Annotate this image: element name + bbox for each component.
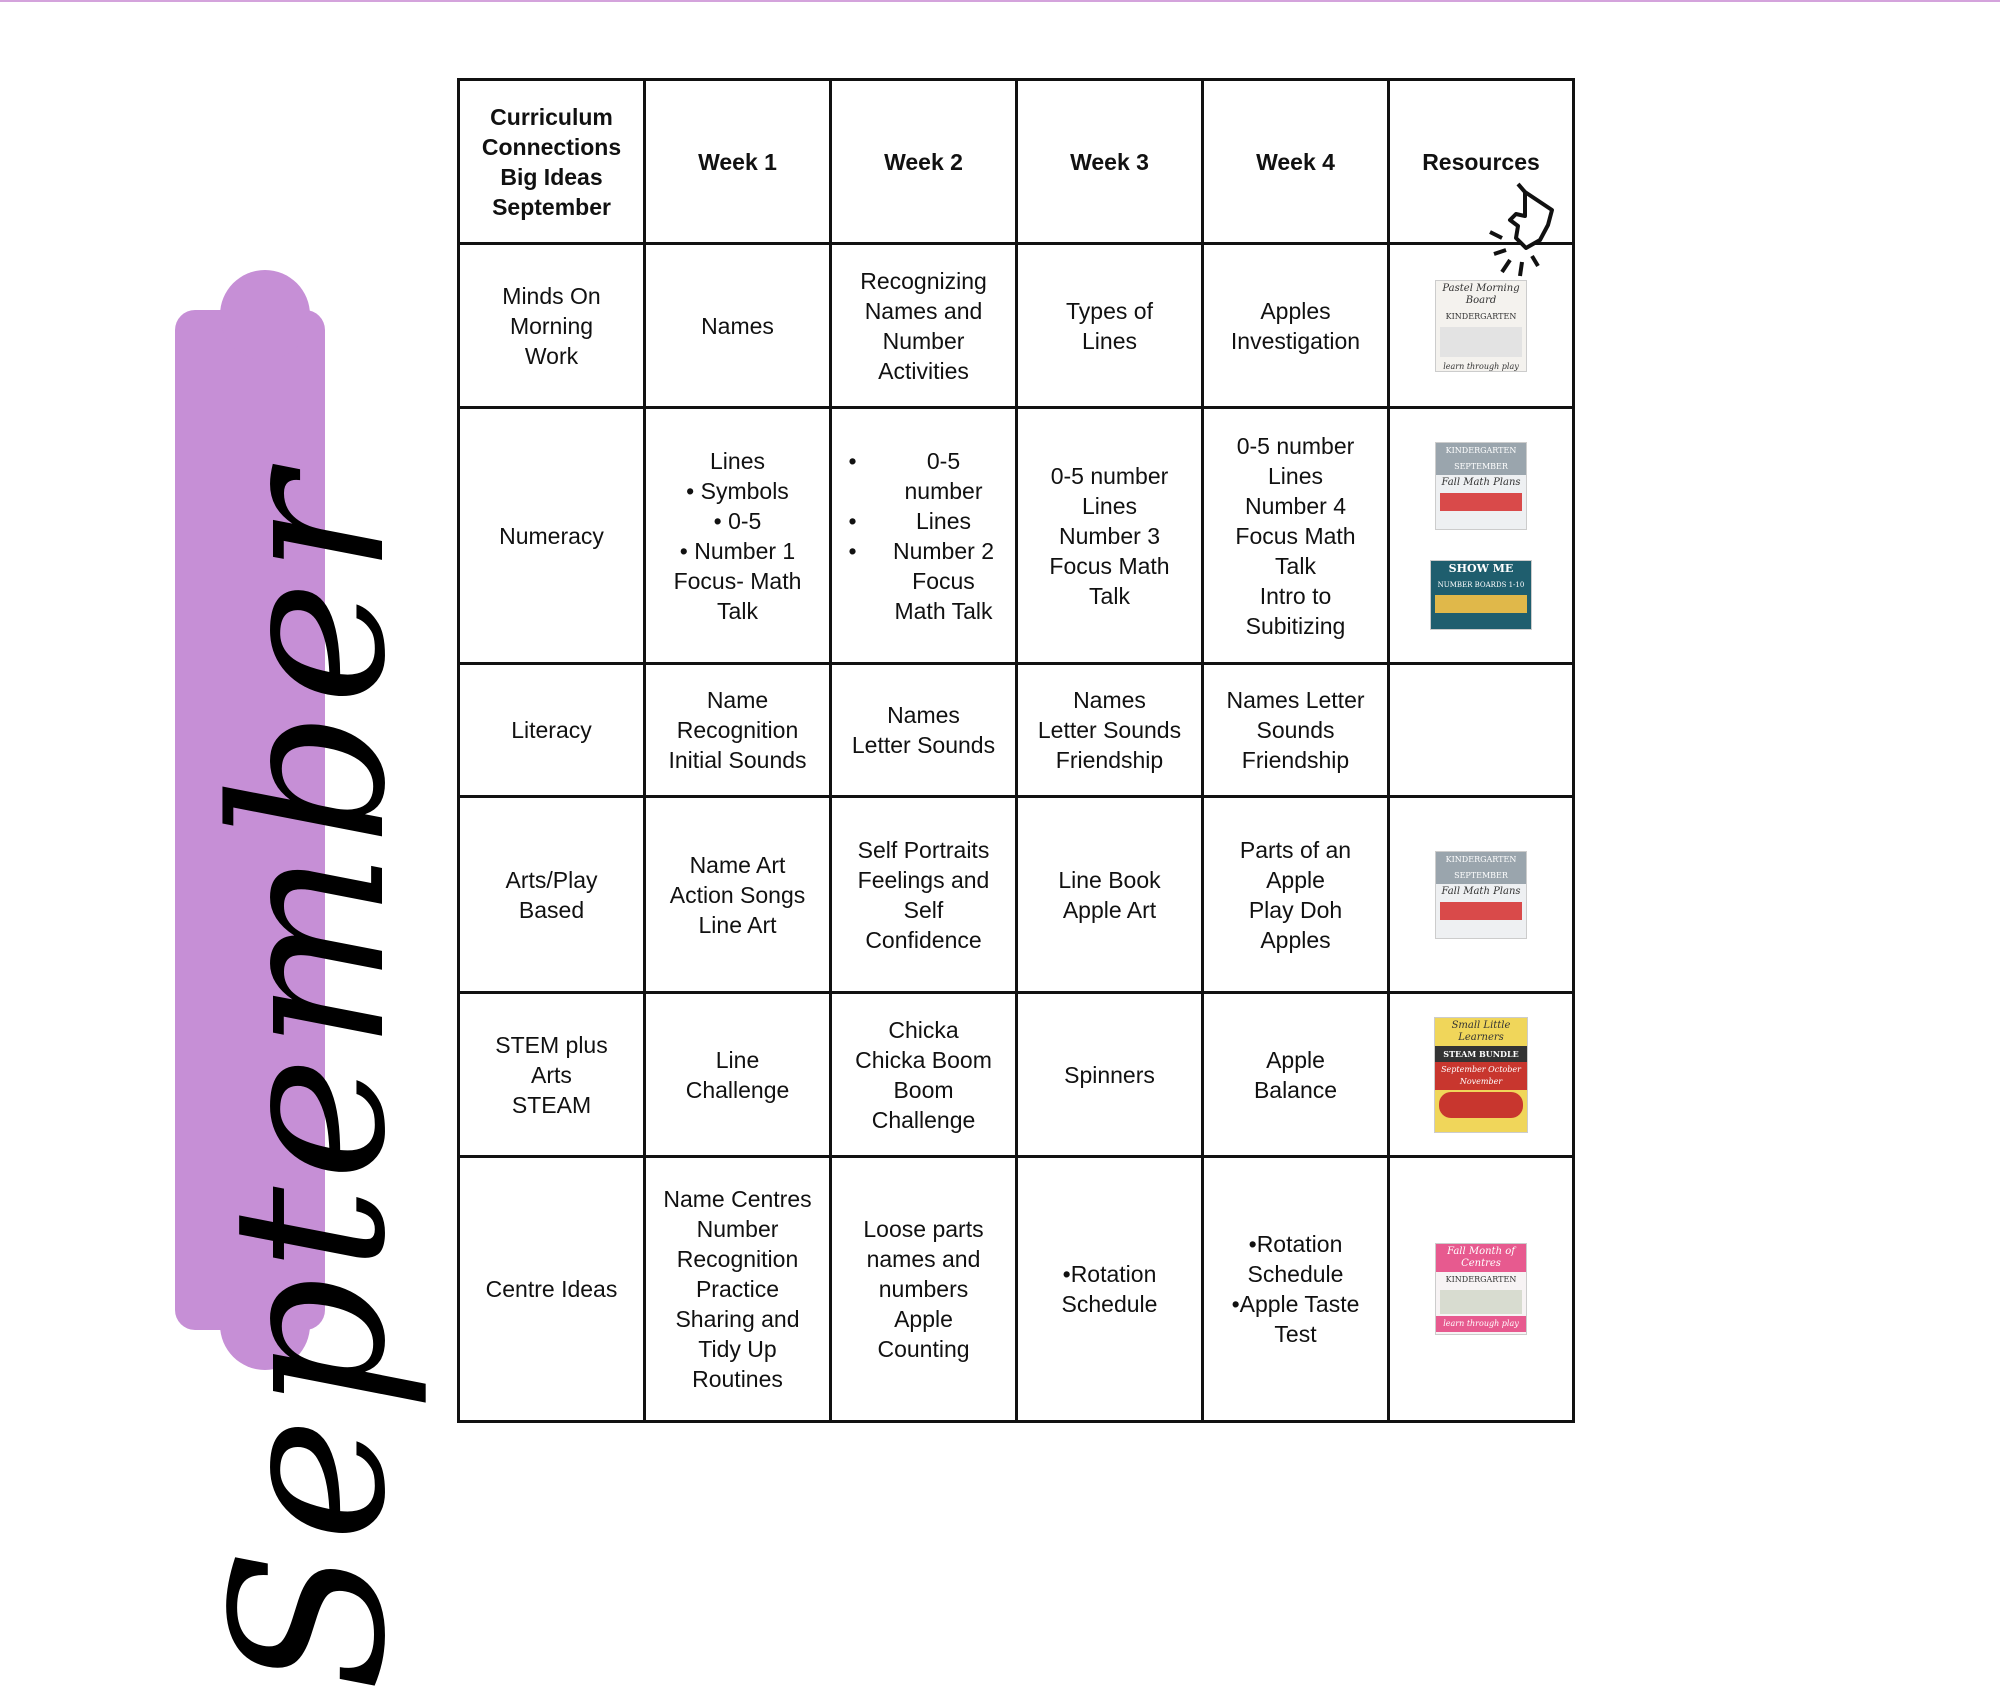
numeracy-resources xyxy=(1389,408,1574,664)
bullet-icon: • xyxy=(848,537,857,564)
numeracy-week-2-list: • 0-5 number • Lines • Number 2 Focus Math Talk xyxy=(848,447,994,624)
literacy-week-3: Names Letter Sounds Friendship xyxy=(1017,664,1203,797)
header-curriculum: Curriculum Connections Big Ideas September xyxy=(459,80,645,244)
row-minds-on xyxy=(459,244,1574,408)
label-numeracy: Numeracy xyxy=(459,408,645,664)
pointing-hand-icon xyxy=(1470,180,1570,285)
row-stem xyxy=(459,993,1574,1157)
arts-play-week-1: Name Art Action Songs Line Art xyxy=(645,797,831,993)
minds-on-week-4: Apples Investigation xyxy=(1203,244,1389,408)
numeracy-week-4: 0-5 number Lines Number 4 Focus Math Talk Intro to Subitizing xyxy=(1203,408,1389,664)
header-week-2: Week 2 xyxy=(831,80,1017,244)
math-plans-thumbnail-icon[interactable]: KINDERGARTEN SEPTEMBER Fall Math Plans xyxy=(1435,851,1527,939)
stem-week-2: Chicka Chicka Boom Boom Challenge xyxy=(831,993,1017,1157)
arts-play-resources xyxy=(1389,797,1574,993)
stem-week-3: Spinners xyxy=(1017,993,1203,1157)
row-numeracy xyxy=(459,408,1574,664)
minds-on-week-3: Types of Lines xyxy=(1017,244,1203,408)
arts-play-week-2: Self Portraits Feelings and Self Confidence xyxy=(831,797,1017,993)
arts-play-week-4: Parts of an Apple Play Doh Apples xyxy=(1203,797,1389,993)
label-arts-play: Arts/Play Based xyxy=(459,797,645,993)
centres-week-4: •Rotation Schedule •Apple Taste Test xyxy=(1203,1157,1389,1422)
label-literacy: Literacy xyxy=(459,664,645,797)
steam-bundle-thumbnail-icon[interactable]: Small Little Learners STEAM BUNDLE September October November xyxy=(1434,1017,1528,1133)
centres-week-1: Name Centres Number Recognition Practice Sharing and Tidy Up Routines xyxy=(645,1157,831,1422)
number-boards-thumbnail-icon[interactable]: SHOW ME NUMBER BOARDS 1-10 xyxy=(1430,560,1532,630)
row-literacy xyxy=(459,664,1574,797)
row-centres xyxy=(459,1157,1574,1422)
literacy-week-1: Name Recognition Initial Sounds xyxy=(645,664,831,797)
row-arts-play xyxy=(459,797,1574,993)
minds-on-week-2: Recognizing Names and Number Activities xyxy=(831,244,1017,408)
centres-week-2: Loose parts names and numbers Apple Counting xyxy=(831,1157,1017,1422)
label-minds-on: Minds On Morning Work xyxy=(459,244,645,408)
label-stem: STEM plus Arts STEAM xyxy=(459,993,645,1157)
math-plans-thumbnail-icon[interactable]: KINDERGARTEN SEPTEMBER Fall Math Plans xyxy=(1435,442,1527,530)
arts-play-week-3: Line Book Apple Art xyxy=(1017,797,1203,993)
header-week-3: Week 3 xyxy=(1017,80,1203,244)
curriculum-planner-table xyxy=(457,78,1575,1423)
header-week-4: Week 4 xyxy=(1203,80,1389,244)
morning-board-thumbnail-icon[interactable]: Pastel Morning Board KINDERGARTEN learn through play xyxy=(1435,280,1527,372)
stem-week-4: Apple Balance xyxy=(1203,993,1389,1157)
centres-resources xyxy=(1389,1157,1574,1422)
header-week-1: Week 1 xyxy=(645,80,831,244)
month-title: September xyxy=(187,468,432,1692)
header-resources: Resources xyxy=(1389,80,1574,244)
literacy-week-2: Names Letter Sounds xyxy=(831,664,1017,797)
bullet-icon: • xyxy=(848,507,857,534)
literacy-resources xyxy=(1389,664,1574,797)
stem-week-1: Line Challenge xyxy=(645,993,831,1157)
numeracy-week-1: Lines • Symbols • 0-5 • Number 1 Focus- Math Talk xyxy=(645,408,831,664)
literacy-week-4: Names Letter Sounds Friendship xyxy=(1203,664,1389,797)
header-row xyxy=(459,80,1574,244)
bullet-icon: • xyxy=(848,447,857,474)
label-centres: Centre Ideas xyxy=(459,1157,645,1422)
top-rule xyxy=(0,0,2000,2)
numeracy-week-2 xyxy=(831,408,1017,664)
numeracy-week-3: 0-5 number Lines Number 3 Focus Math Talk xyxy=(1017,408,1203,664)
month-banner xyxy=(120,260,432,1692)
centres-thumbnail-icon[interactable]: Fall Month of Centres KINDERGARTEN learn through play xyxy=(1435,1243,1527,1335)
minds-on-week-1: Names xyxy=(645,244,831,408)
centres-week-3: •Rotation Schedule xyxy=(1017,1157,1203,1422)
stem-resources xyxy=(1389,993,1574,1157)
